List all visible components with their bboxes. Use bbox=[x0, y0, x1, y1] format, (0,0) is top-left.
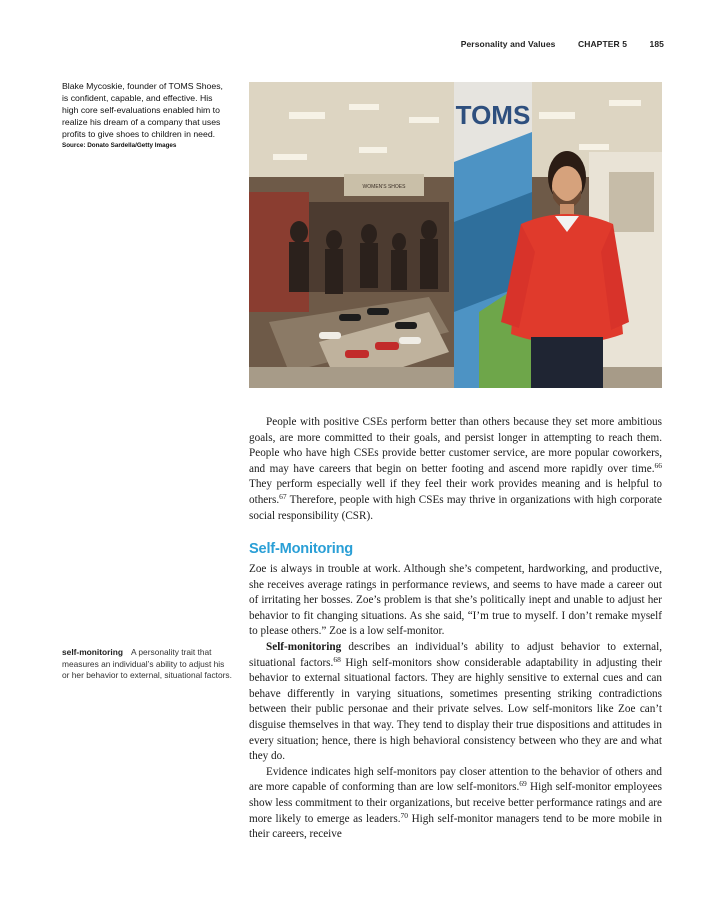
margin-definition bbox=[62, 647, 234, 682]
paragraph-evidence-text-c: High self-monitor managers tend to be more mobile in their careers, receive bbox=[249, 812, 662, 841]
paragraph-evidence-text-b: High self-monitor employees show less commitment to their organizations, but receive better performance ratings and are more likely to emerge as leaders. bbox=[249, 781, 662, 825]
store-sign: WOMEN'S SHOES bbox=[362, 184, 406, 190]
endnote-69: 69 bbox=[519, 779, 527, 789]
paragraph-evidence-text-a: Evidence indicates high self-monitors pay closer attention to the behavior of others and are more capable of conforming than are low self-monitors. bbox=[249, 765, 662, 794]
caption-source: Source: Donato Sardella/Getty Images bbox=[62, 142, 177, 150]
self-monitoring-section bbox=[249, 562, 662, 843]
figure-caption bbox=[62, 80, 230, 150]
paragraph-definition bbox=[249, 640, 662, 765]
paragraph-zoe: Zoe is always in trouble at work. Although she’s competent, hardworking, and productive, she receives average ratings in performance reviews, and seems to have made a career out of irritating her bosses. Zoe’s problem is that she’s politically inept and unable to adjust her behavior to fit changing situations. As she said, “I’m true to myself. I don’t remake myself to please others.” Zoe is a low self-monitor. bbox=[249, 563, 662, 638]
store-photo bbox=[249, 82, 662, 388]
page-number: 185 bbox=[649, 39, 664, 49]
paragraph-evidence bbox=[249, 765, 662, 843]
paragraph-cse-text-b: They perform especially well if they feel their work provides meaning and is helpful to others. bbox=[249, 478, 662, 506]
margin-definition-text: A personality trait that measures an individual’s ability to adjust his or her behavior to external, situational factors. bbox=[62, 647, 232, 681]
endnote-68: 68 bbox=[333, 654, 341, 664]
store-photo-illustration bbox=[249, 82, 662, 388]
paragraph-cse-text-a: People with positive CSEs perform better than others because they set more ambitious goals, are more committed to their goals, and persist longer in attempting to reach them. People who have high CSEs provide better customer service, are more popular coworkers, and may have careers that begin on better footing and ascend more rapidly over time. bbox=[249, 416, 662, 475]
running-head-chapter: CHAPTER 5 bbox=[577, 39, 628, 49]
caption-text: Blake Mycoskie, founder of TOMS Shoes, is confident, capable, and effective. His high core self-evaluations enabled him to realize his dream of a company that uses profits to give shoes to children in need. bbox=[62, 81, 223, 140]
paragraph-cse bbox=[249, 415, 662, 524]
margin-definition-term: self-monitoring bbox=[62, 647, 123, 657]
section-heading: Self-Monitoring bbox=[249, 541, 354, 557]
toms-sign: TOMS bbox=[455, 100, 531, 130]
paragraph-cse-text-c: Therefore, people with high CSEs may thrive in organizations with high corporate social responsibility (CSR). bbox=[249, 493, 662, 522]
running-head-section: Personality and Values bbox=[460, 39, 556, 49]
paragraph-definition-text-a: describes an individual’s ability to adjust behavior to external, situational factors. bbox=[249, 640, 662, 669]
endnote-67: 67 bbox=[279, 491, 287, 501]
bold-term: Self-monitoring bbox=[266, 640, 342, 653]
paragraph-definition-text-b: High self-monitors show considerable adaptability in adjusting their behavior to external situational factors. They are highly sensitive to external cues and can behave differently in varying situations, sometimes presenting striking contradictions between their public personae and their private selves. Low self-monitors like Zoe can’t disguise themselves in that way. They tend to display their true dispositions and attitudes in every situation; hence, there is high behavioral consistency between who they are and what they do. bbox=[249, 656, 662, 763]
endnote-70: 70 bbox=[400, 810, 409, 820]
running-head bbox=[380, 39, 664, 49]
endnote-66: 66 bbox=[654, 460, 662, 470]
